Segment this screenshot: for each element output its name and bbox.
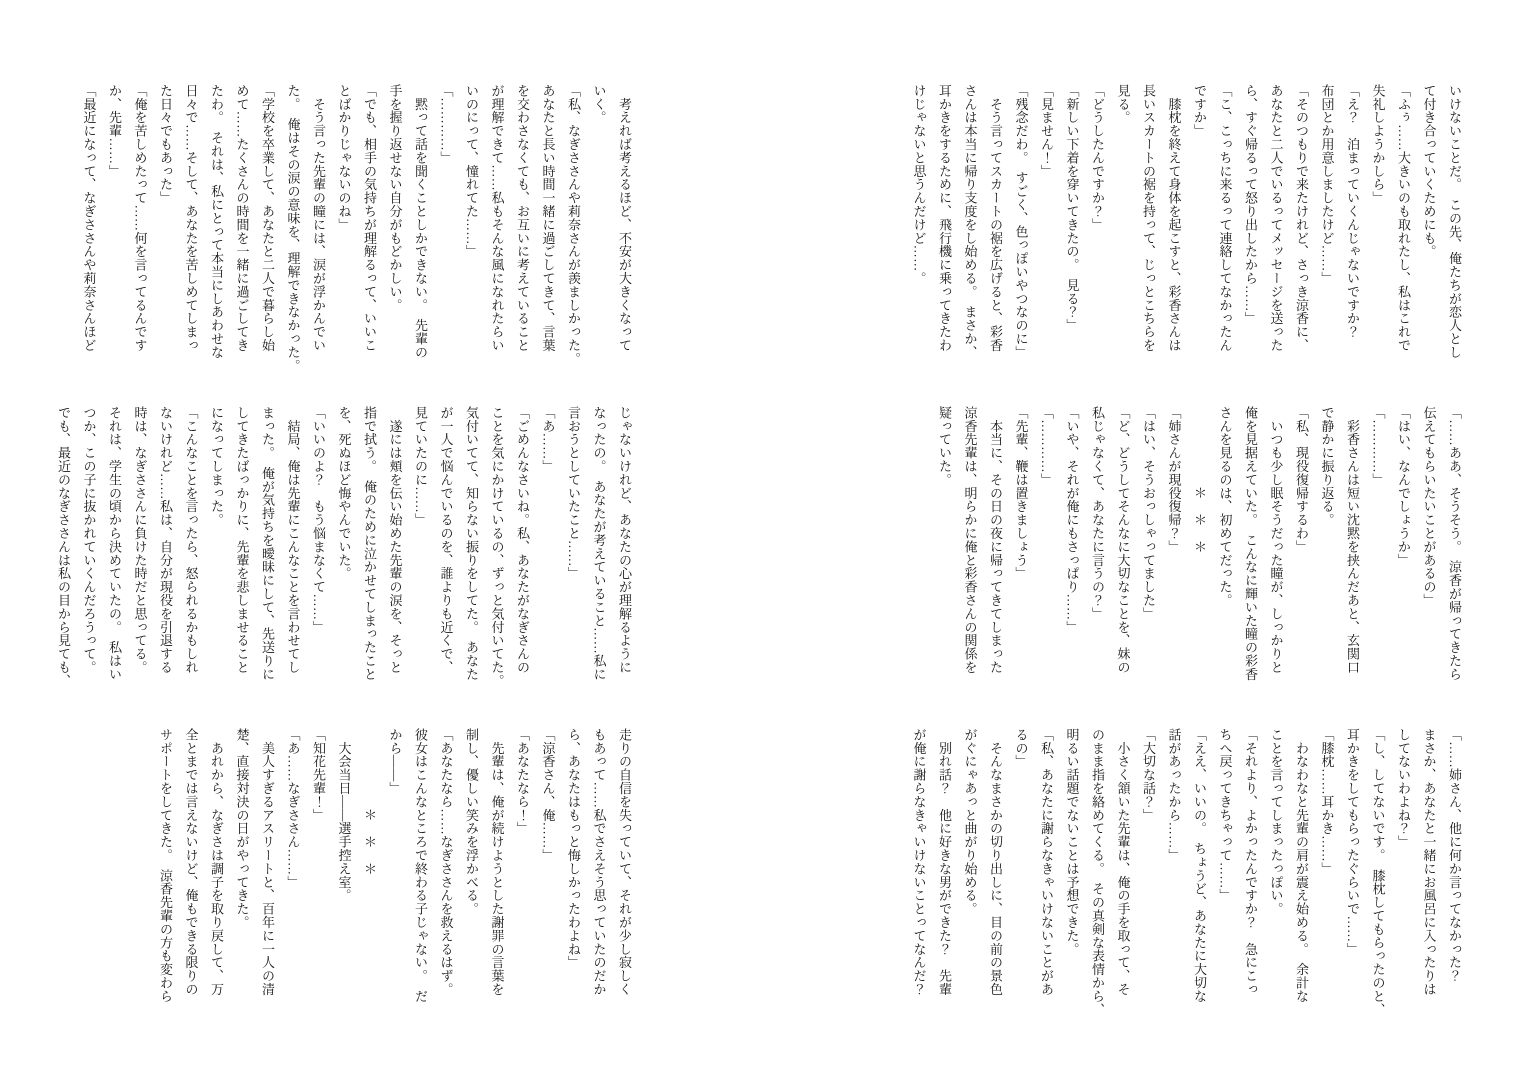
text-column: いのにって、憧れてた……」 xyxy=(464,84,479,259)
text-column: あれから、なぎさは調子を取り戻して、万 xyxy=(209,728,224,996)
text-column: 疑っていた。 xyxy=(937,406,952,487)
text-column: 「涼香さん、俺……」 xyxy=(540,728,556,862)
text-column: るの」 xyxy=(1013,728,1029,769)
text-column: た日々でもあった」 xyxy=(158,84,173,205)
text-column: 「姉さんが現役復帰？」 xyxy=(1166,406,1182,554)
text-column: たわ。 それは、私にとって本当にしあわせな xyxy=(209,84,224,359)
text-column: がぐにゃあっと曲がり始める。 xyxy=(962,728,978,916)
text-column: から――」 xyxy=(387,728,403,795)
text-column: 見ていたのに……」 xyxy=(413,406,428,527)
text-column: 「そのつもりで来たけれど、さっき涼香に、 xyxy=(1294,84,1309,352)
text-column: ことを気にかけているの、ずっと気付いてた。 xyxy=(489,406,505,688)
text-column: 「し、してないです。 膝枕してもらったのと、 xyxy=(1370,728,1386,1017)
text-column: 気付いてて、知らない振りをしてた。 あなた xyxy=(464,406,479,681)
text-column: 「膝枕……耳かき……」 xyxy=(1319,728,1335,876)
text-column: 「ど、どうしてそんなに大切なことを、妹の xyxy=(1115,406,1131,674)
text-column: 「はい、そうおっしゃってました」 xyxy=(1141,406,1156,621)
text-column: 「俺を苦しめたって……何を言ってるんです xyxy=(132,84,148,352)
text-column: 指で拭う。 俺のために泣かせてしまったこと xyxy=(362,406,377,681)
text-column: 話があったから……」 xyxy=(1166,728,1182,862)
text-column: 制し、優しい笑みを浮かべる。 xyxy=(464,728,479,916)
text-column: あなたと二人でいるってメッセージを送った xyxy=(1268,84,1284,352)
text-column: 明るい話題でないことは予想できた。 xyxy=(1064,728,1080,956)
text-column: 考えれば考えるほど、不安が大きくなって xyxy=(617,84,632,352)
text-column: 「あ……」 xyxy=(540,406,556,473)
text-column: 「…………」 xyxy=(438,84,454,165)
text-column: なったの。 あなたが考えていること……私に xyxy=(591,406,607,681)
text-column: 「でも、相手の気持ちが理解るって、いいこ xyxy=(362,84,377,352)
text-column: 大会当日――選手控え室。 xyxy=(336,728,352,903)
text-column: 「私、現役復帰するわ」 xyxy=(1294,406,1309,554)
text-column: 「新しい下着を穿いてきたの。 見る？」 xyxy=(1064,84,1080,333)
text-column: あなたと長い時間一緒に過ごしてきて、言葉 xyxy=(540,84,556,352)
text-column: 俺を見据えていた。 こんなに輝いた瞳の彩香 xyxy=(1243,406,1258,681)
text-column: サポートをしてきた。 涼香先輩の方も変わら xyxy=(158,728,173,1003)
text-column: 私じゃなくて、あなたに言うの？」 xyxy=(1090,406,1105,621)
text-column: た。 俺はその涙の意味を、理解できなかった。 xyxy=(285,84,301,373)
text-column: 「ふぅ……大きいのも取れたし、私はこれで xyxy=(1396,84,1411,352)
text-column: 「いいのよ？ もう悩まなくて……」 xyxy=(311,406,326,634)
text-column: してきたばっかりに、先輩を悲しませること xyxy=(234,406,250,674)
text-column: 見る。 xyxy=(1115,84,1131,125)
text-column: 「いや、それが俺にもさっぱり……」 xyxy=(1064,406,1080,634)
text-column: 「……姉さん、他に何か言ってなかった？ xyxy=(1447,728,1462,983)
text-column: のまま指を絡めてくる。 その真剣な表情から、 xyxy=(1090,728,1105,1017)
text-column: 「先輩、鞭は置きましょう」 xyxy=(1013,406,1029,581)
text-column: て付き合っていくためにも。 xyxy=(1421,84,1437,259)
text-column: 「あ……なぎささん……」 xyxy=(285,728,301,889)
text-column: 「あなたなら！」 xyxy=(515,728,530,836)
text-column: さんを見るのは、初めてだった。 xyxy=(1217,406,1233,607)
text-column: ないけれど……私は、自分が現役を引退する xyxy=(158,406,173,674)
text-column: 美人すぎるアスリートと、百年に一人の清 xyxy=(260,728,275,996)
text-column: 「こんなことを言ったら、怒られるかもしれ xyxy=(183,406,199,674)
text-column: 「それより、よかったんですか？ 急にこっ xyxy=(1243,728,1258,996)
text-column: わなわなと先輩の肩が震え始める。 余計な xyxy=(1294,728,1309,1003)
text-column: 楚、直接対決の日がやってきた。 xyxy=(234,728,250,929)
text-column: いけないことだ。 この先、俺たちが恋人とし xyxy=(1447,84,1462,359)
text-column: 長いスカートの裾を持って、じっとこちらを xyxy=(1141,84,1156,352)
text-column: 先輩は、俺が続けようとした謝罪の言葉を xyxy=(489,728,505,996)
text-column: 布団とか用意しましたけど……」 xyxy=(1319,84,1335,285)
text-column: 別れ話？ 他に好きな男ができた？ 先輩 xyxy=(937,728,952,996)
text-column: めて……たくさんの時間を一緒に過ごしてき xyxy=(234,84,250,352)
text-column: 膝枕を終えて身体を起こすと、彩香さんは xyxy=(1166,84,1182,352)
left-page-text-band-top xyxy=(37,84,637,374)
text-column: じゃないけれど、あなたの心が理解るように xyxy=(617,406,632,674)
text-column: そう言った先輩の瞳には、涙が浮かんでい xyxy=(311,84,326,352)
text-column: 「残念だわ。 すごく、色っぽいやつなのに」 xyxy=(1013,84,1029,359)
text-column: 走りの自信を失っていて、それが少し寂しく xyxy=(617,728,632,996)
text-column: 黙って話を聞くことしかできない。 先輩の xyxy=(413,84,428,359)
text-column: ですか」 xyxy=(1192,84,1207,138)
text-column: 涼香先輩は、明らかに俺と彩香さんの関係を xyxy=(962,406,978,674)
text-column: 「大切な話？」 xyxy=(1141,728,1156,822)
text-column: 伝えてもらいたいことがあるの」 xyxy=(1421,406,1437,607)
text-column: 小さく頷いた先輩は、俺の手を取って、そ xyxy=(1115,728,1131,996)
text-column: ことを言ってしまったっぽい。 xyxy=(1268,728,1284,916)
text-column: 彼女はこんなところで終わる子じゃない。 だ xyxy=(413,728,428,1003)
page-right xyxy=(765,0,1530,1080)
right-page-text-band-bottom xyxy=(885,728,1467,1018)
text-column: でも、最近のなぎささんは私の目から見ても、 xyxy=(56,406,71,688)
text-column: そう言ってスカートの裾を広げると、彩香 xyxy=(988,84,1003,352)
left-page-text-band-middle xyxy=(37,406,637,696)
text-column: が一人で悩んでいるのを、誰よりも近くで、 xyxy=(438,406,454,674)
text-column: 「あなたなら……なぎささんを救えるはず。 xyxy=(438,728,454,996)
text-column: ら、すぐ帰るって怒り出したから……」 xyxy=(1243,84,1258,326)
text-column: 全とまでは言えないけど、俺もできる限りの xyxy=(183,728,199,996)
text-column: 「私、なぎささんや莉奈さんが羨ましかった。 xyxy=(566,84,581,366)
text-column: が俺に謝らなきゃいけないことってなんだ？ xyxy=(911,728,927,996)
text-column: ちへ戻ってきちゃって……」 xyxy=(1217,728,1233,903)
text-column: してないわよね？」 xyxy=(1396,728,1411,849)
right-page-text-band-middle xyxy=(885,406,1467,696)
text-column: 「ごめんなさいね。私、あなたがなぎさんの xyxy=(515,406,530,674)
text-column: で静かに振り返る。 xyxy=(1319,406,1335,527)
text-column: ＊ ＊ ＊ xyxy=(362,728,377,876)
text-column: 「知花先輩！」 xyxy=(311,728,326,822)
text-column: になってしまった。 xyxy=(209,406,224,527)
text-column: か、先輩……」 xyxy=(107,84,122,178)
text-column: いつも少し眠そうだった瞳が、しっかりと xyxy=(1268,406,1284,674)
text-column: とばかりじゃないのね」 xyxy=(336,84,352,232)
text-column: さんは本当に帰り支度をし始める。 まさか、 xyxy=(962,84,978,359)
text-column: 「私、あなたに謝らなきゃいけないことがあ xyxy=(1039,728,1054,996)
text-column: を、死ぬほど悔やんでいた。 xyxy=(336,406,352,581)
text-column: まさか、あなたと一緒にお風呂に入ったりは xyxy=(1421,728,1437,996)
text-column: 耳かきをしてもらったぐらいで……」 xyxy=(1345,728,1360,956)
text-column: つか、この子に抜かれていくんだろうって。 xyxy=(81,406,97,674)
text-column: 言おうとしていたこと……」 xyxy=(566,406,581,581)
text-column: 結局、俺は先輩にこんなことを言わせてし xyxy=(285,406,301,674)
text-column: 「どうしたんですか？」 xyxy=(1090,84,1105,232)
text-column: 「見ません！」 xyxy=(1039,84,1054,178)
text-column: いく。 xyxy=(591,84,607,125)
text-column: 「ええ、いいの。 ちょうど、あなたに大切な xyxy=(1192,728,1207,1003)
text-column: もあって……私でさえそう思っていたのだか xyxy=(591,728,607,996)
text-column: 遂には頬を伝い始めた先輩の涙を、そっと xyxy=(387,406,403,674)
text-column: ら、あなたはもっと悔しかったわよね」 xyxy=(566,728,581,970)
text-column: 彩香さんは短い沈黙を挟んだあと、玄関口 xyxy=(1345,406,1360,674)
left-page-text-band-bottom xyxy=(37,728,637,1018)
text-column: 「こ、こっちに来るって連絡してなかったん xyxy=(1217,84,1233,352)
text-column: 「……ああ、そうそう。 涼香が帰ってきたら xyxy=(1447,406,1462,681)
text-column: それは、学生の頃から決めていたの。 私はい xyxy=(107,406,122,681)
text-column: まった。 俺が気持ちを曖昧にして、先送りに xyxy=(260,406,275,681)
text-column: 本当に、その日の夜に帰ってきてしまった xyxy=(988,406,1003,674)
text-column: 失礼しようかしら」 xyxy=(1370,84,1386,205)
text-column: 時は、なぎささんに負けた時だと思ってる。 xyxy=(132,406,148,674)
text-column: 日々で……そして、あなたを苦しめてしまっ xyxy=(183,84,199,352)
text-column: 「学校を卒業して、あなたと二人で暮らし始 xyxy=(260,84,275,352)
text-column: 「え？ 泊まっていくんじゃないですか？ xyxy=(1345,84,1360,339)
text-column: 「はい、なんでしょうか」 xyxy=(1396,406,1411,567)
text-column: 「最近になって、なぎささんや莉奈さんほど xyxy=(81,84,97,352)
text-column: を交わさなくても、お互いに考えていること xyxy=(515,84,530,352)
right-page-text-band-top xyxy=(885,84,1467,374)
text-column: そんなまさかの切り出しに、目の前の景色 xyxy=(988,728,1003,996)
text-column: 耳かきをするために、飛行機に乗ってきたわ xyxy=(937,84,952,352)
text-column: 手を握り返せない自分がもどかしい。 xyxy=(387,84,403,312)
text-column: 「…………」 xyxy=(1039,406,1054,487)
text-column: 「…………」 xyxy=(1370,406,1386,487)
text-column: けじゃないと思うんだけど……。 xyxy=(911,84,927,285)
text-column: ＊ ＊ ＊ xyxy=(1192,406,1207,554)
text-column: が理解できて……私もそんな風になれたらい xyxy=(489,84,505,352)
